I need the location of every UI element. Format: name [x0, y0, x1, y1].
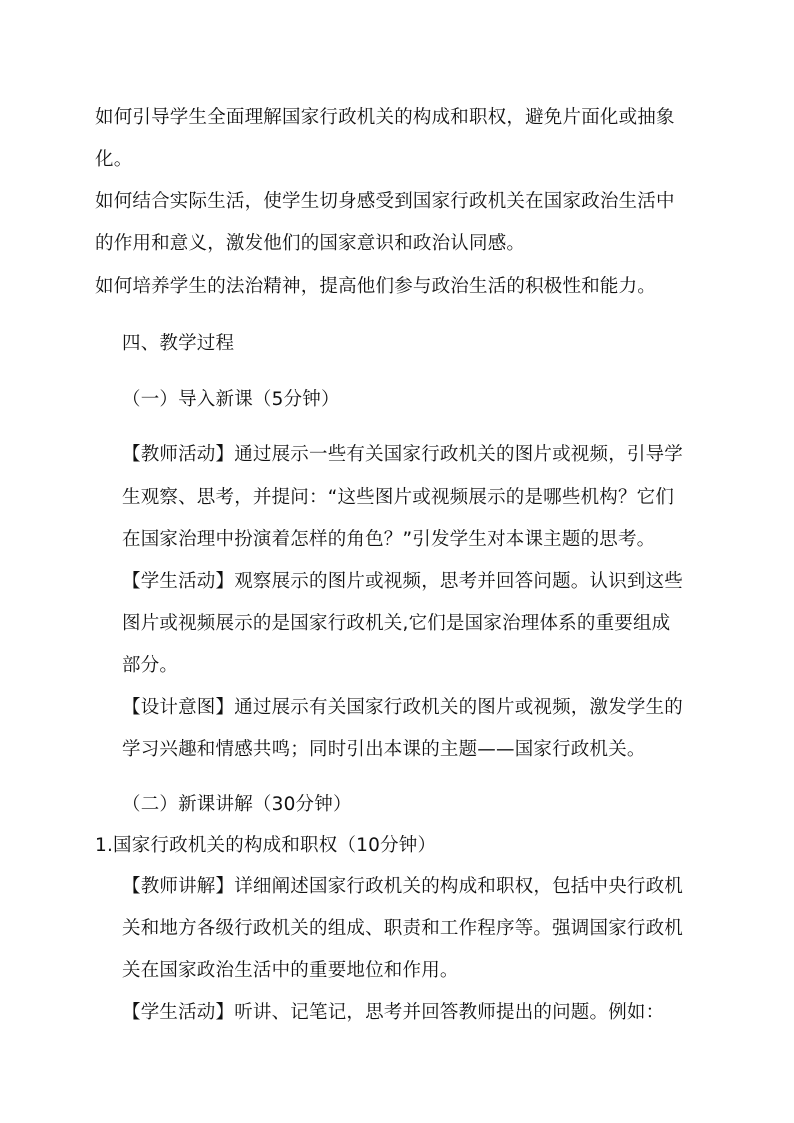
text-line-19: 关和地方各级行政机关的组成、职责和工作程序等。强调国家行政机 — [122, 918, 684, 939]
text-line-13: 部分。 — [122, 655, 179, 676]
text-line-14: 【设计意图】通过展示有关国家行政机关的图片或视频，激发学生的 — [122, 697, 684, 718]
text-line-8: 【教师活动】通过展示一些有关国家行政机关的图片或视频，引导学 — [122, 444, 684, 465]
numbered-heading-1: 1.国家行政机关的构成和职权（10分钟） — [95, 835, 437, 856]
text-line-15: 学习兴趣和情感共鸣；同时引出本课的主题——国家行政机关。 — [122, 739, 646, 760]
text-line-12: 图片或视频展示的是国家行政机关,它们是国家治理体系的重要组成 — [122, 613, 671, 634]
subsection-heading-2: （二）新课讲解（30分钟） — [122, 794, 352, 815]
text-line-4: 的作用和意义，激发他们的国家意识和政治认同感。 — [95, 233, 526, 254]
text-line-1: 如何引导学生全面理解国家行政机关的构成和职权，避免片面化或抽象 — [95, 107, 675, 128]
text-line-5: 如何培养学生的法治精神，提高他们参与政治生活的积极性和能力。 — [95, 276, 657, 297]
text-line-3: 如何结合实际生活，使学生切身感受到国家行政机关在国家政治生活中 — [95, 191, 675, 212]
text-line-9: 生观察、思考，并提问：“这些图片或视频展示的是哪些机构？它们 — [122, 487, 675, 508]
text-line-10: 在国家治理中扮演着怎样的角色？”引发学生对本课主题的思考。 — [122, 529, 656, 550]
subsection-heading-1: （一）导入新课（5分钟） — [122, 389, 340, 410]
section-heading-4: 四、教学过程 — [122, 333, 235, 354]
text-line-2: 化。 — [95, 149, 133, 170]
text-line-20: 关在国家政治生活中的重要地位和作用。 — [122, 960, 459, 981]
text-line-18: 【教师讲解】详细阐述国家行政机关的构成和职权，包括中央行政机 — [122, 876, 684, 897]
text-line-11: 【学生活动】观察展示的图片或视频，思考并回答问题。认识到这些 — [122, 571, 684, 592]
text-line-21: 【学生活动】听讲、记笔记，思考并回答教师提出的问题。例如： — [122, 1002, 665, 1023]
